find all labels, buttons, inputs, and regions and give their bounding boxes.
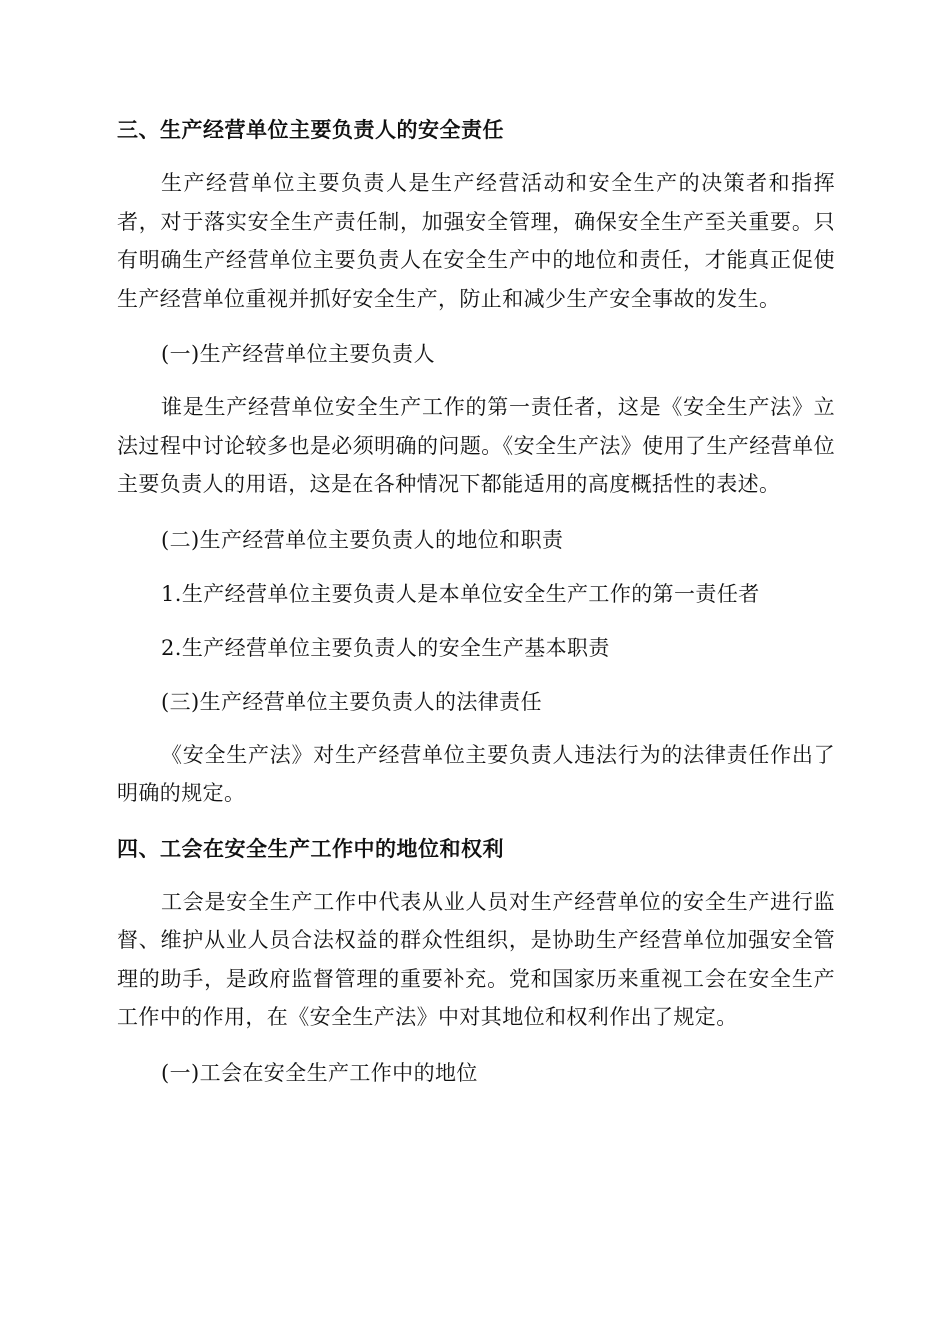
section-three-sub-one-paragraph: 谁是生产经营单位安全生产工作的第一责任者，这是《安全生产法》立法过程中讨论较多也是必须明确的问题。《安全生产法》使用了生产经营单位主要负责人的用语，这是在各种情况下都能适用的高度概括性的表述。	[117, 395, 835, 496]
section-three-list-item-two: 2.生产经营单位主要负责人的安全生产基本职责	[161, 635, 610, 660]
section-three-list-item-one: 1.生产经营单位主要负责人是本单位安全生产工作的第一责任者	[161, 581, 760, 606]
section-four-heading: 四、工会在安全生产工作中的地位和权利	[117, 836, 504, 861]
section-three-heading: 三、生产经营单位主要负责人的安全责任	[117, 118, 504, 142]
section-three-subheading-one: (一)生产经营单位主要负责人	[161, 342, 435, 366]
document-page	[117, 110, 835, 1093]
section-four-intro-paragraph: 工会是安全生产工作中代表从业人员对生产经营单位的安全生产进行监督、维护从业人员合法权益的群众性组织，是协助生产经营单位加强安全管理的助手，是政府监督管理的重要补充。党和国家历来重视工会在安全生产工作中的作用，在《安全生产法》中对其地位和权利作出了规定。	[117, 889, 835, 1029]
section-four-subheading-one: (一)工会在安全生产工作中的地位	[161, 1060, 478, 1085]
section-three-subheading-two: (二)生产经营单位主要负责人的地位和职责	[161, 527, 564, 552]
section-three-intro-paragraph: 生产经营单位主要负责人是生产经营活动和安全生产的决策者和指挥者，对于落实安全生产责任制，加强安全管理，确保安全生产至关重要。只有明确生产经营单位主要负责人在安全生产中的地位和责任，才能真正促使生产经营单位重视并抓好安全生产，防止和减少生产安全事故的发生。	[117, 171, 835, 311]
section-three-subheading-three: (三)生产经营单位主要负责人的法律责任	[161, 689, 542, 714]
section-three-sub-three-paragraph: 《安全生产法》对生产经营单位主要负责人违法行为的法律责任作出了明确的规定。	[117, 742, 835, 805]
